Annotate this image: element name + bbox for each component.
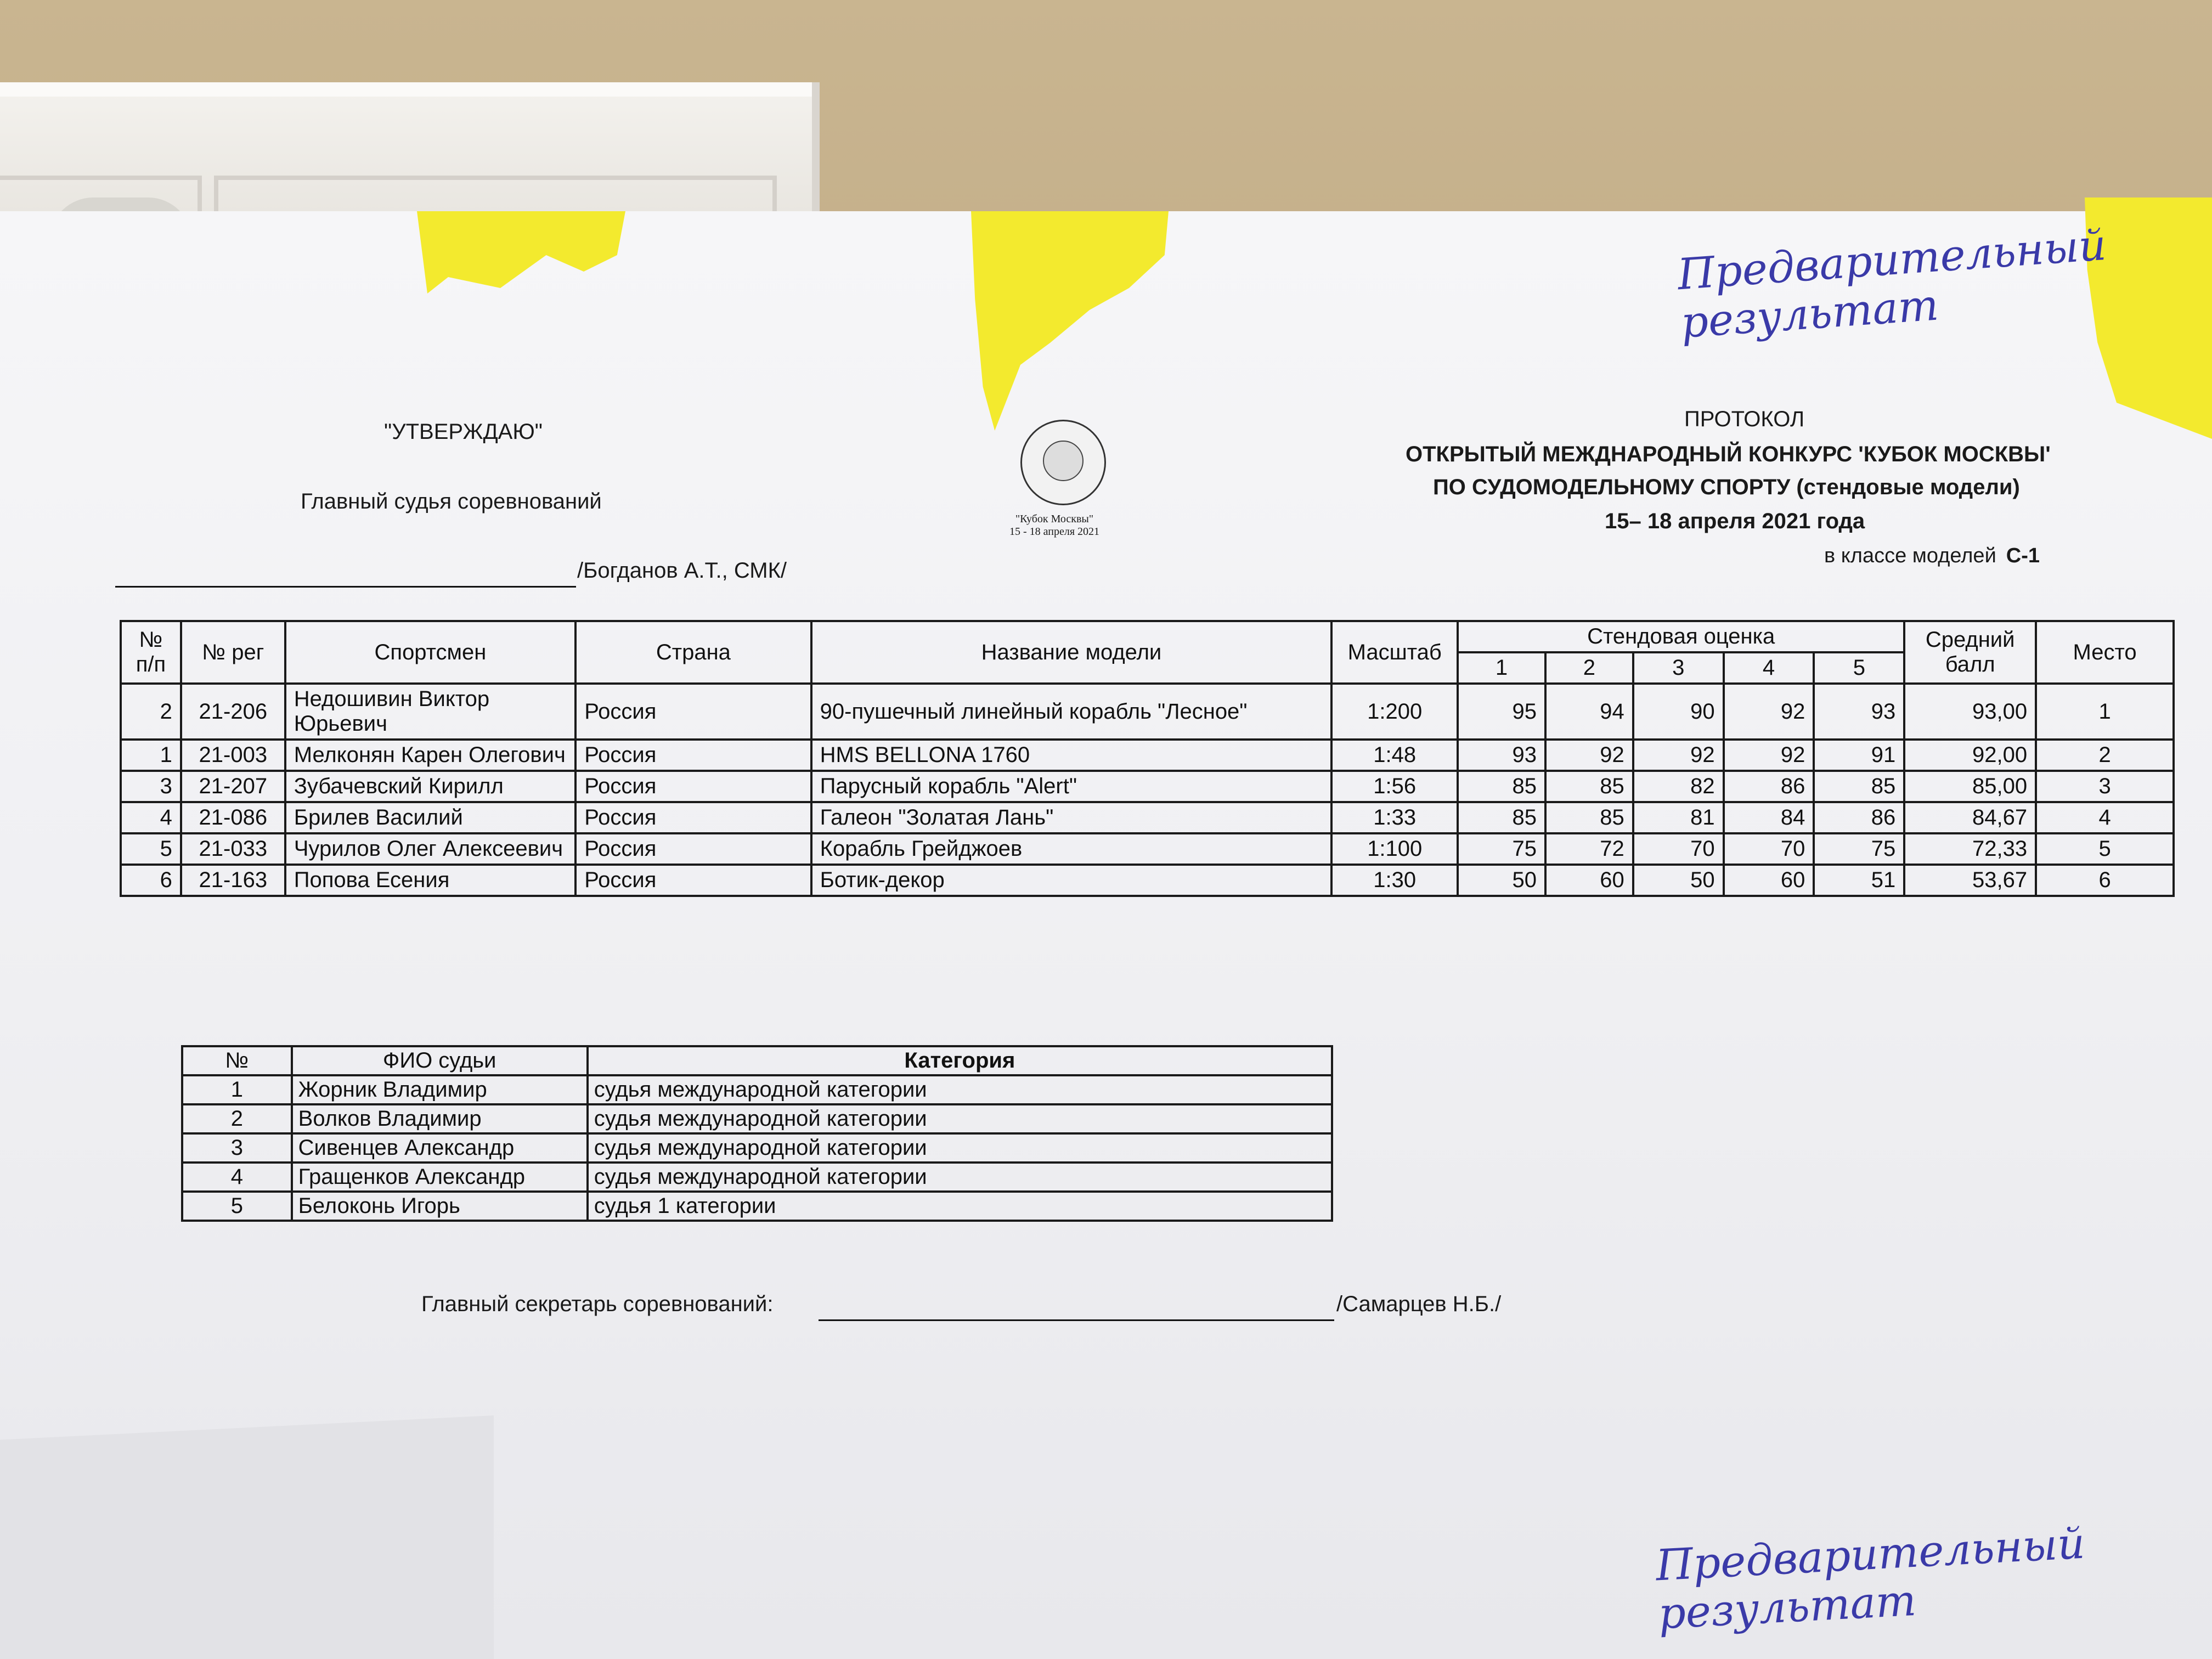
table-row bbox=[182, 1075, 1332, 1104]
model-name: Ботик-декор bbox=[811, 865, 1332, 896]
col-header-score-5: 5 bbox=[1814, 652, 1904, 684]
judge-no: 4 bbox=[182, 1163, 292, 1192]
model-name: HMS BELLONA 1760 bbox=[811, 740, 1332, 771]
scale: 1:33 bbox=[1331, 802, 1458, 833]
score-5: 51 bbox=[1814, 865, 1904, 896]
judge-name: Гращенков Александр bbox=[292, 1163, 588, 1192]
table-row bbox=[182, 1104, 1332, 1133]
table-row bbox=[121, 833, 2174, 865]
judge-name: Волков Владимир bbox=[292, 1104, 588, 1133]
country: Россия bbox=[575, 740, 811, 771]
row-no: 6 bbox=[121, 865, 181, 896]
table-row bbox=[121, 740, 2174, 771]
average-score: 85,00 bbox=[1904, 771, 2036, 802]
competition-emblem-icon bbox=[1020, 420, 1106, 505]
scale: 1:56 bbox=[1331, 771, 1458, 802]
place: 2 bbox=[2036, 740, 2174, 771]
country: Россия bbox=[575, 833, 811, 865]
window-sill bbox=[0, 82, 812, 97]
model-class-value: С-1 bbox=[2006, 544, 2040, 567]
place: 5 bbox=[2036, 833, 2174, 865]
col-header-score-4: 4 bbox=[1724, 652, 1814, 684]
judge-no: 5 bbox=[182, 1192, 292, 1221]
score-1: 95 bbox=[1458, 684, 1545, 740]
judge-category: судья международной категории bbox=[588, 1133, 1332, 1163]
scale: 1:48 bbox=[1331, 740, 1458, 771]
score-4: 84 bbox=[1724, 802, 1814, 833]
col-header-no: № п/п bbox=[121, 621, 181, 684]
score-1: 75 bbox=[1458, 833, 1545, 865]
score-5: 85 bbox=[1814, 771, 1904, 802]
col-header-place: Место bbox=[2036, 621, 2174, 684]
score-3: 81 bbox=[1633, 802, 1724, 833]
model-name: Галеон "Золатая Лань" bbox=[811, 802, 1332, 833]
handwritten-line: Предварительный bbox=[1654, 1519, 2086, 1591]
score-5: 93 bbox=[1814, 684, 1904, 740]
score-4: 86 bbox=[1724, 771, 1814, 802]
handwritten-line: результат bbox=[1679, 280, 1940, 348]
score-4: 60 bbox=[1724, 865, 1814, 896]
place: 4 bbox=[2036, 802, 2174, 833]
table-header-row bbox=[121, 621, 2174, 652]
average-score: 93,00 bbox=[1904, 684, 2036, 740]
secretary-label: Главный секретарь соревнований: bbox=[421, 1292, 774, 1316]
emblem-caption bbox=[1009, 513, 1099, 538]
table-row bbox=[121, 802, 2174, 833]
table-row bbox=[182, 1192, 1332, 1221]
signature-line bbox=[115, 586, 576, 588]
secretary-name: /Самарцев Н.Б./ bbox=[1336, 1292, 1502, 1316]
reg-number: 21-206 bbox=[181, 684, 285, 740]
judge-no: 3 bbox=[182, 1133, 292, 1163]
col-header-country: Страна bbox=[575, 621, 811, 684]
protocol-heading: ПРОТОКОЛ bbox=[1684, 407, 1805, 431]
place: 6 bbox=[2036, 865, 2174, 896]
col-header-score-2: 2 bbox=[1545, 652, 1633, 684]
table-header-row bbox=[182, 1046, 1332, 1075]
col-header-score-3: 3 bbox=[1633, 652, 1724, 684]
country: Россия bbox=[575, 684, 811, 740]
reg-number: 21-033 bbox=[181, 833, 285, 865]
score-1: 50 bbox=[1458, 865, 1545, 896]
average-score: 72,33 bbox=[1904, 833, 2036, 865]
competition-subtitle: ПО СУДОМОДЕЛЬНОМУ СПОРТУ (стендовые модели) bbox=[1433, 475, 2020, 499]
score-2: 85 bbox=[1545, 771, 1633, 802]
col-header-score-1: 1 bbox=[1458, 652, 1545, 684]
scale: 1:30 bbox=[1331, 865, 1458, 896]
athlete-name: Недошивин Виктор Юрьевич bbox=[285, 684, 575, 740]
approve-label: "УТВЕРЖДАЮ" bbox=[384, 420, 543, 444]
table-row bbox=[182, 1133, 1332, 1163]
score-1: 85 bbox=[1458, 802, 1545, 833]
col-header-judge-no: № bbox=[182, 1046, 292, 1075]
reg-number: 21-086 bbox=[181, 802, 285, 833]
judge-name: Жорник Владимир bbox=[292, 1075, 588, 1104]
results-table bbox=[120, 620, 2175, 897]
judge-category: судья международной категории bbox=[588, 1163, 1332, 1192]
row-no: 1 bbox=[121, 740, 181, 771]
score-1: 85 bbox=[1458, 771, 1545, 802]
judge-category: судья 1 категории bbox=[588, 1192, 1332, 1221]
country: Россия bbox=[575, 865, 811, 896]
score-2: 85 bbox=[1545, 802, 1633, 833]
handwritten-line: Предварительный bbox=[1675, 220, 2108, 300]
judge-name: Сивенцев Александр bbox=[292, 1133, 588, 1163]
score-4: 92 bbox=[1724, 740, 1814, 771]
model-name: Корабль Грейджоев bbox=[811, 833, 1332, 865]
athlete-name: Попова Есения bbox=[285, 865, 575, 896]
judges-body bbox=[182, 1075, 1332, 1221]
score-5: 86 bbox=[1814, 802, 1904, 833]
score-3: 50 bbox=[1633, 865, 1724, 896]
model-class bbox=[1824, 544, 2040, 568]
country: Россия bbox=[575, 802, 811, 833]
judge-category: судья международной категории bbox=[588, 1104, 1332, 1133]
place: 1 bbox=[2036, 684, 2174, 740]
average-score: 92,00 bbox=[1904, 740, 2036, 771]
judge-name: Белоконь Игорь bbox=[292, 1192, 588, 1221]
paper-fold bbox=[0, 1415, 494, 1659]
score-3: 90 bbox=[1633, 684, 1724, 740]
score-2: 72 bbox=[1545, 833, 1633, 865]
results-body bbox=[121, 684, 2174, 896]
col-header-reg: № рег bbox=[181, 621, 285, 684]
judge-no: 2 bbox=[182, 1104, 292, 1133]
col-header-athlete: Спортсмен bbox=[285, 621, 575, 684]
athlete-name: Зубачевский Кирилл bbox=[285, 771, 575, 802]
athlete-name: Чурилов Олег Алексеевич bbox=[285, 833, 575, 865]
reg-number: 21-003 bbox=[181, 740, 285, 771]
score-3: 92 bbox=[1633, 740, 1724, 771]
col-header-judge-category: Категория bbox=[588, 1046, 1332, 1075]
scale: 1:200 bbox=[1331, 684, 1458, 740]
average-score: 84,67 bbox=[1904, 802, 2036, 833]
row-no: 4 bbox=[121, 802, 181, 833]
score-3: 70 bbox=[1633, 833, 1724, 865]
emblem-caption-line: "Кубок Москвы" bbox=[1015, 513, 1094, 525]
score-2: 60 bbox=[1545, 865, 1633, 896]
signature-line bbox=[819, 1319, 1334, 1321]
score-4: 70 bbox=[1724, 833, 1814, 865]
athlete-name: Мелконян Карен Олегович bbox=[285, 740, 575, 771]
athlete-name: Брилев Василий bbox=[285, 802, 575, 833]
handwritten-line: результат bbox=[1657, 1576, 1917, 1639]
table-row bbox=[121, 771, 2174, 802]
model-class-label: в классе моделей bbox=[1824, 544, 1996, 567]
competition-dates: 15– 18 апреля 2021 года bbox=[1605, 509, 1865, 533]
table-row bbox=[121, 865, 2174, 896]
average-score: 53,67 bbox=[1904, 865, 2036, 896]
chief-judge-label: Главный судья соревнований bbox=[301, 489, 602, 514]
model-name: 90-пушечный линейный корабль "Лесное" bbox=[811, 684, 1332, 740]
row-no: 2 bbox=[121, 684, 181, 740]
score-1: 93 bbox=[1458, 740, 1545, 771]
model-name: Парусный корабль "Alert" bbox=[811, 771, 1332, 802]
score-3: 82 bbox=[1633, 771, 1724, 802]
emblem-caption-line: 15 - 18 апреля 2021 bbox=[1009, 526, 1100, 538]
row-no: 3 bbox=[121, 771, 181, 802]
reg-number: 21-207 bbox=[181, 771, 285, 802]
col-header-avg: Средний балл bbox=[1904, 621, 2036, 684]
score-2: 92 bbox=[1545, 740, 1633, 771]
col-header-scores: Стендовая оценка bbox=[1458, 621, 1904, 652]
country: Россия bbox=[575, 771, 811, 802]
table-row bbox=[121, 684, 2174, 740]
score-5: 75 bbox=[1814, 833, 1904, 865]
table-row bbox=[182, 1163, 1332, 1192]
col-header-scale: Масштаб bbox=[1331, 621, 1458, 684]
scale: 1:100 bbox=[1331, 833, 1458, 865]
score-5: 91 bbox=[1814, 740, 1904, 771]
judges-table bbox=[181, 1045, 1333, 1222]
chief-judge-name: /Богданов А.Т., СМК/ bbox=[577, 558, 787, 583]
row-no: 5 bbox=[121, 833, 181, 865]
score-4: 92 bbox=[1724, 684, 1814, 740]
judge-category: судья международной категории bbox=[588, 1075, 1332, 1104]
competition-title: ОТКРЫТЫЙ МЕЖДНАРОДНЫЙ КОНКУРС 'КУБОК МОСКВЫ' bbox=[1406, 442, 2051, 466]
reg-number: 21-163 bbox=[181, 865, 285, 896]
col-header-model: Название модели bbox=[811, 621, 1332, 684]
place: 3 bbox=[2036, 771, 2174, 802]
judge-no: 1 bbox=[182, 1075, 292, 1104]
col-header-judge-name: ФИО судьи bbox=[292, 1046, 588, 1075]
score-2: 94 bbox=[1545, 684, 1633, 740]
